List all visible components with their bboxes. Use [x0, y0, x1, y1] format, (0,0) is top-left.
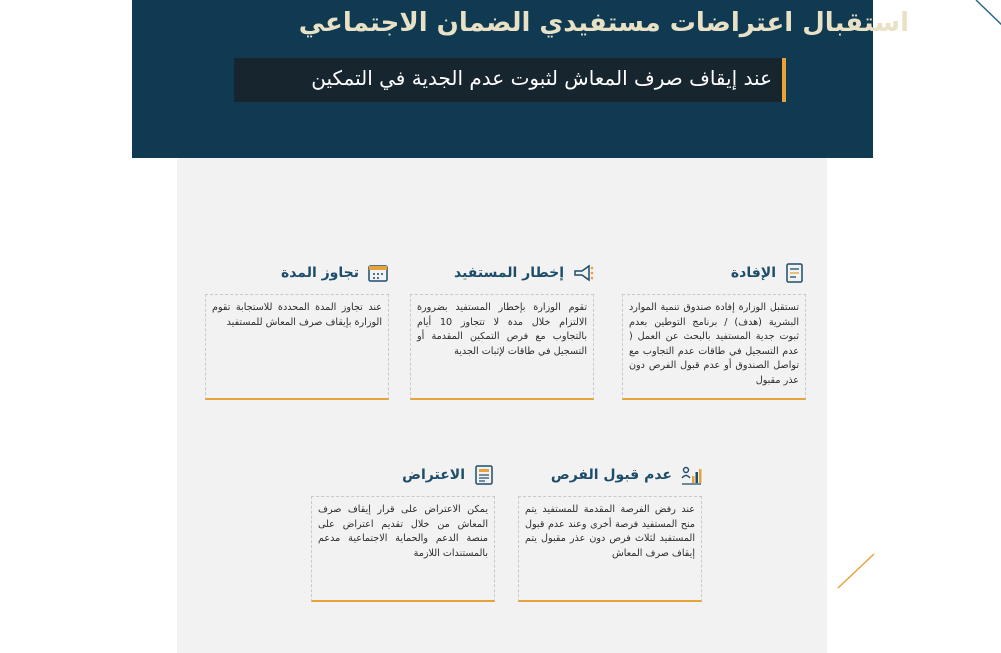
section-card: عند تجاوز المدة المحددة للاستجابة تقوم الوزارة بإيقاف صرف المعاش للمستفيد	[205, 294, 389, 400]
accent-bar	[782, 58, 786, 102]
section-title: الإفادة	[730, 265, 776, 281]
section-notify	[408, 260, 594, 400]
section-header	[620, 260, 806, 286]
decorative-line-icon	[972, 0, 1001, 80]
section-card: تقوم الوزارة بإخطار المستفيد بضرورة الالتزام خلال مدة لا تتجاوز 10 أيام بالتجاوب مع فرص التمكين المقدمة أو التسجيل في طاقات لإثبات الجدية	[410, 294, 594, 400]
decorative-line-icon	[830, 548, 880, 598]
section-header	[203, 260, 389, 286]
section-header	[408, 260, 594, 286]
subtitle-box	[234, 58, 786, 102]
page-title: استقبال اعتراضات مستفيدي الضمان الاجتماعي	[298, 8, 909, 38]
megaphone-icon	[572, 262, 594, 284]
section-title: عدم قبول الفرص	[550, 467, 672, 483]
section-duration	[203, 260, 389, 400]
form-icon	[473, 464, 495, 486]
content-panel	[177, 158, 827, 653]
section-header	[309, 462, 495, 488]
section-card: يمكن الاعتراض على قرار إيقاف صرف المعاش من خلال تقديم اعتراض على منصة الدعم والحماية الاجتماعية مدعم بالمستندات اللازمة	[311, 496, 495, 602]
section-objection	[309, 462, 495, 602]
section-title: تجاوز المدة	[280, 265, 359, 281]
calendar-icon	[367, 262, 389, 284]
section-ifada	[620, 260, 806, 400]
section-card: تستقبل الوزارة إفادة صندوق تنمية الموارد البشرية (هدف) / برنامج التوطين بعدم ثبوت جدية المستفيد بالبحث عن العمل ( عدم التسجيل في طاقات عدم التجاوب مع تواصل الصندوق أو عدم قبول الفرص دون عذر مقبول	[622, 294, 806, 400]
section-title: إخطار المستفيد	[454, 265, 564, 281]
people-chart-icon	[680, 464, 702, 486]
page-subtitle: عند إيقاف صرف المعاش لثبوت عدم الجدية في التمكين	[311, 66, 772, 90]
section-rejection	[516, 462, 702, 602]
section-title: الاعتراض	[402, 467, 465, 483]
section-header	[516, 462, 702, 488]
section-card: عند رفض الفرصة المقدمة للمستفيد يتم منح المستفيد فرصة أخرى وعند عدم قبول المستفيد لثلاث فرص دون عذر مقبول يتم إيقاف صرف المعاش	[518, 496, 702, 602]
document-list-icon	[784, 262, 806, 284]
